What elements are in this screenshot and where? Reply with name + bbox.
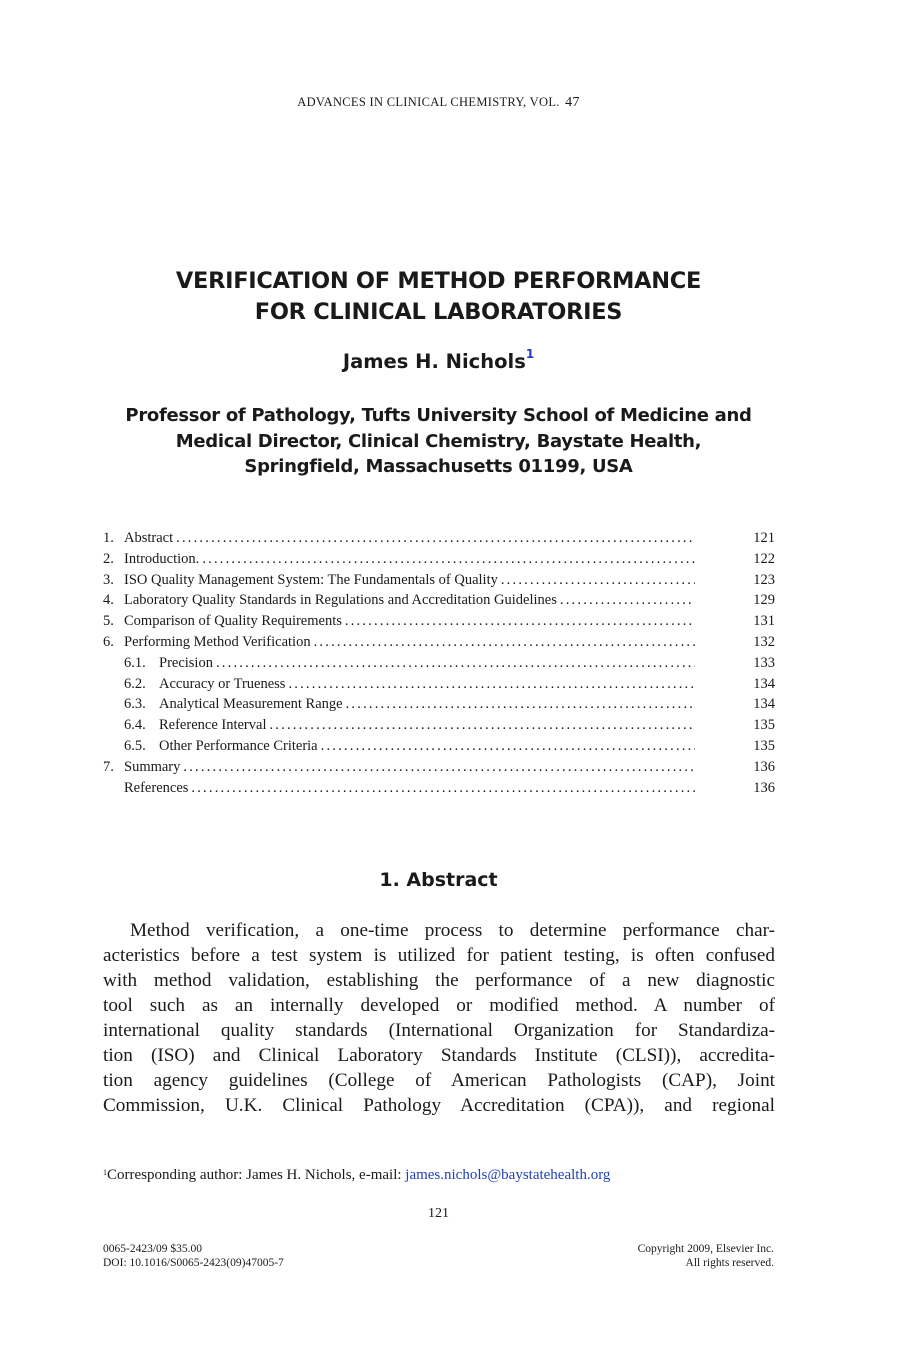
toc-entry-number: 6.2. <box>124 675 146 692</box>
toc-leader-dots <box>345 611 695 632</box>
toc-entry-label: References <box>124 779 189 796</box>
toc-entry-number: 5. <box>103 613 114 630</box>
toc-entry-label: Comparison of Quality Requirements <box>124 613 342 630</box>
toc-entry-number: 6. <box>103 633 114 650</box>
footnote-text: Corresponding author: James H. Nichols, e-mail: <box>107 1167 406 1183</box>
volume-number: 47 <box>565 95 580 110</box>
toc-entry[interactable] <box>103 611 775 632</box>
abstract-line: international quality standards (International Organization for Standardiza- <box>103 1020 775 1041</box>
toc-entry-page: 123 <box>753 571 775 588</box>
abstract-line: tool such as an internally developed or modified method. A number of <box>103 995 775 1016</box>
rights-line: All rights reserved. <box>685 1257 774 1269</box>
toc-entry[interactable] <box>103 674 775 695</box>
abstract-line: with method validation, establishing the performance of a new diagnostic <box>103 970 775 991</box>
affiliation-line-2: Medical Director, Clinical Chemistry, Baystate Health, <box>175 430 702 452</box>
toc-entry-page: 135 <box>753 717 775 734</box>
toc-leader-dots <box>191 778 695 799</box>
toc-entry-label: Laboratory Quality Standards in Regulations and Accreditation Guidelines <box>124 592 557 609</box>
toc-leader-dots <box>216 653 695 674</box>
footnote <box>103 1167 610 1184</box>
doi: DOI: 10.1016/S0065-2423(09)47005-7 <box>103 1257 284 1269</box>
abstract-line: tion (ISO) and Clinical Laboratory Standards Institute (CLSI)), accredita- <box>103 1045 775 1066</box>
toc-leader-dots <box>321 736 695 757</box>
toc-leader-dots <box>269 715 695 736</box>
toc-entry[interactable] <box>103 694 775 715</box>
toc-entry[interactable] <box>103 736 775 757</box>
toc-entry-number: 2. <box>103 550 114 567</box>
issn-price: 0065-2423/09 $35.00 <box>103 1243 203 1255</box>
title-line-1: VERIFICATION OF METHOD PERFORMANCE <box>175 268 702 294</box>
toc-entry[interactable] <box>103 528 775 549</box>
toc-entry-page: 136 <box>753 758 775 775</box>
toc-entry-label: Performing Method Verification <box>124 633 311 650</box>
toc-entry-number: 6.5. <box>124 737 146 754</box>
abstract-line: Method verification, a one-time process to determine performance char- <box>130 920 775 941</box>
toc-leader-dots <box>183 757 695 778</box>
page-number: 121 <box>428 1206 449 1221</box>
author-footnote-link[interactable]: 1 <box>525 347 535 361</box>
toc-entry-label: Introduction. <box>124 550 200 567</box>
email-link[interactable]: james.nichols@baystatehealth.org <box>405 1167 611 1183</box>
toc-entry-page: 132 <box>753 633 775 650</box>
toc-leader-dots <box>288 674 695 695</box>
toc-entry[interactable] <box>103 570 775 591</box>
toc-entry-page: 129 <box>753 592 775 609</box>
toc-entry-label: Accuracy or Trueness <box>159 675 286 692</box>
toc-entry-number: 1. <box>103 530 114 546</box>
toc-entry-page: 134 <box>753 675 775 692</box>
toc-entry-page: 131 <box>753 613 775 630</box>
affiliation-line-3: Springfield, Massachusetts 01199, USA <box>244 456 633 477</box>
toc-entry-page: 133 <box>753 654 775 671</box>
copyright-line: Copyright 2009, Elsevier Inc. <box>637 1243 774 1255</box>
toc-entry-label: Summary <box>124 758 181 775</box>
toc-entry-number: 7. <box>103 758 114 775</box>
toc-entry-label: Analytical Measurement Range <box>159 696 343 713</box>
toc-entry-page: 122 <box>753 550 775 567</box>
article-title <box>0 266 877 328</box>
toc-leader-dots <box>560 590 695 611</box>
author-name: James H. Nichols <box>342 350 526 373</box>
running-head <box>0 95 877 111</box>
toc-entry-number: 6.1. <box>124 654 146 671</box>
toc-leader-dots <box>314 632 695 653</box>
toc-entry[interactable] <box>103 715 775 736</box>
toc-entry-number: 6.3. <box>124 696 146 713</box>
issn-doi-block <box>103 1242 284 1270</box>
toc-entry-number: 4. <box>103 592 114 609</box>
author <box>0 347 877 373</box>
toc-leader-dots <box>346 694 695 715</box>
footnote-marker: 1 <box>103 1168 107 1177</box>
section-heading: 1. Abstract <box>379 869 498 891</box>
toc-entry-page: 134 <box>753 696 775 713</box>
toc-entry-number: 3. <box>103 571 114 588</box>
toc-leader-dots <box>202 549 695 570</box>
toc-entry-number: 6.4. <box>124 717 146 734</box>
abstract-line: tion agency guidelines (College of American Pathologists (CAP), Joint <box>103 1070 775 1091</box>
abstract-line: acteristics before a test system is utilized for patient testing, is often confused <box>103 945 775 966</box>
toc-entry-label: Other Performance Criteria <box>159 737 318 754</box>
title-line-2: FOR CLINICAL LABORATORIES <box>254 299 623 325</box>
toc-entry[interactable] <box>103 632 775 653</box>
toc-entry[interactable] <box>103 653 775 674</box>
toc-entry-page: 135 <box>753 737 775 754</box>
abstract-line: Commission, U.K. Clinical Pathology Accreditation (CPA)), and regional <box>103 1095 775 1116</box>
toc-entry[interactable] <box>103 757 775 778</box>
toc-entry-label: ISO Quality Management System: The Fundamentals of Quality <box>124 571 498 588</box>
toc-entry-page: 121 <box>753 530 775 546</box>
affiliation-line-1: Professor of Pathology, Tufts University School of Medicine and <box>125 405 752 426</box>
table-of-contents <box>103 528 775 798</box>
toc-entry-page: 136 <box>753 779 775 796</box>
affiliation <box>0 403 877 480</box>
toc-leader-dots <box>176 528 695 549</box>
copyright-block <box>560 1242 774 1270</box>
abstract-body <box>103 918 775 1118</box>
toc-entry-label: Abstract <box>124 530 174 546</box>
journal-name: ADVANCES IN CLINICAL CHEMISTRY, VOL. <box>297 95 560 109</box>
toc-entry[interactable] <box>103 778 775 799</box>
toc-entry-label: Reference Interval <box>159 717 267 734</box>
toc-entry[interactable] <box>103 590 775 611</box>
toc-leader-dots <box>501 570 695 591</box>
toc-entry[interactable] <box>103 549 775 570</box>
toc-entry-label: Precision <box>159 654 213 671</box>
